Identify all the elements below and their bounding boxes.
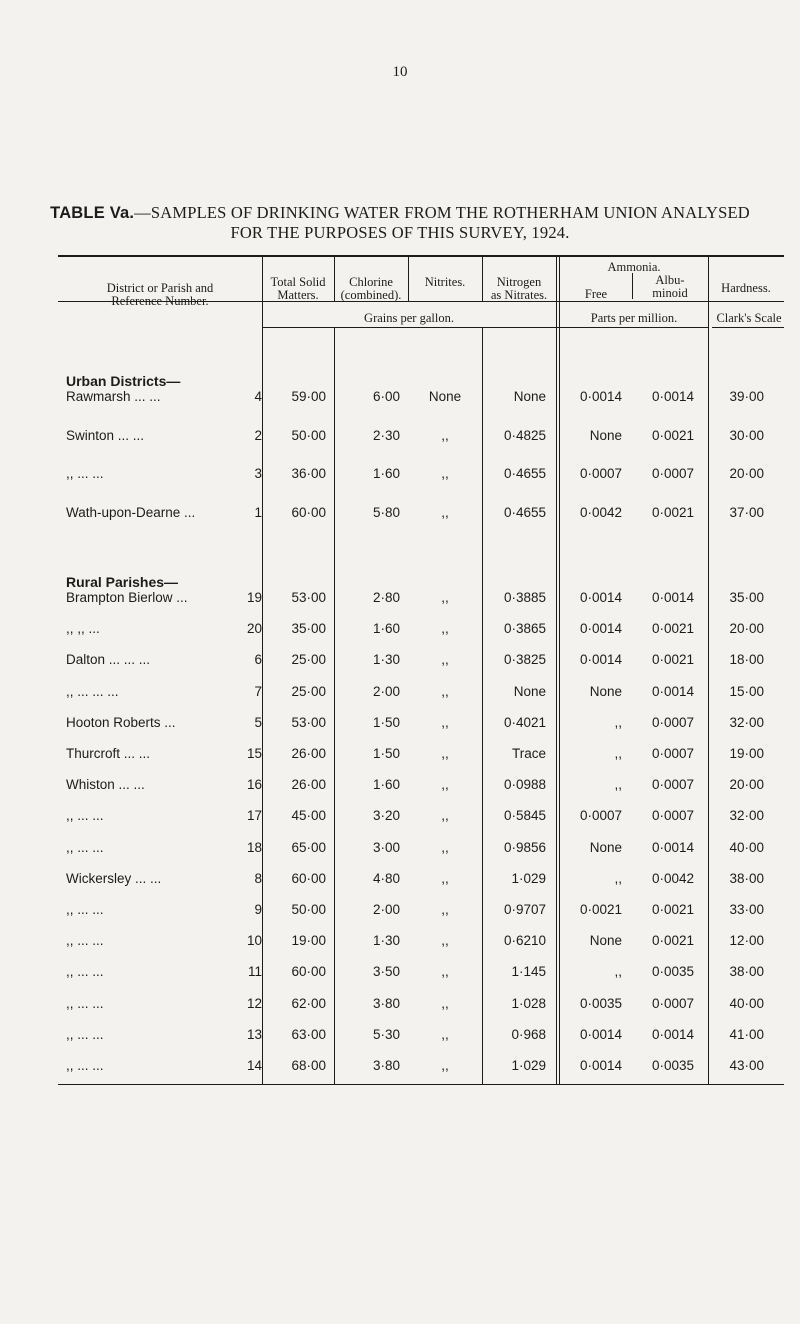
row-hardness: 12·00: [729, 933, 764, 948]
row-nitrogen: 0·5845: [503, 808, 546, 823]
row-chlorine: 1·60: [372, 777, 400, 792]
row-chlorine: 2·00: [372, 684, 400, 699]
row-chlorine: 5·80: [372, 505, 400, 520]
row-ref: 1: [254, 505, 262, 520]
table-row: [0, 808, 800, 828]
row-nitrogen: 0·0988: [503, 777, 546, 792]
row-free-ammonia: 0·0042: [579, 505, 622, 520]
row-chlorine: 1·50: [372, 746, 400, 761]
row-total-solid: 26·00: [291, 746, 326, 761]
row-name: ,, ... ...: [66, 964, 104, 979]
table-row: [0, 871, 800, 891]
row-ref: 17: [246, 808, 262, 823]
row-hardness: 41·00: [729, 1027, 764, 1042]
row-nitrogen: 1·029: [511, 1058, 546, 1073]
row-hardness: 18·00: [729, 652, 764, 667]
row-name: Wath-upon-Dearne ...: [66, 505, 196, 520]
row-free-ammonia: 0·0007: [579, 808, 622, 823]
row-name: ,, ... ...: [66, 933, 104, 948]
row-ref: 20: [246, 621, 262, 636]
row-chlorine: 1·30: [372, 652, 400, 667]
row-free-ammonia: None: [589, 840, 622, 855]
row-hardness: 19·00: [729, 746, 764, 761]
row-total-solid: 25·00: [291, 652, 326, 667]
row-name: Dalton ... ... ...: [66, 652, 151, 667]
row-nitrogen: Trace: [511, 746, 546, 761]
row-total-solid: 60·00: [291, 505, 326, 520]
row-name: Swinton ... ...: [66, 428, 145, 443]
row-ref: 12: [246, 996, 262, 1011]
row-free-ammonia: 0·0014: [579, 389, 622, 404]
table-row: [0, 746, 800, 766]
row-albuminoid-ammonia: 0·0021: [651, 652, 694, 667]
table-row: [0, 505, 800, 525]
row-hardness: 20·00: [729, 466, 764, 481]
row-nitrogen: 0·4655: [503, 466, 546, 481]
row-nitrogen: 1·145: [511, 964, 546, 979]
row-hardness: 38·00: [729, 964, 764, 979]
row-hardness: 35·00: [729, 590, 764, 605]
row-nitrites: ,,: [441, 1058, 449, 1073]
row-nitrites: ,,: [441, 466, 449, 481]
table-row: [0, 590, 800, 610]
row-albuminoid-ammonia: 0·0014: [651, 840, 694, 855]
row-hardness: 30·00: [729, 428, 764, 443]
row-albuminoid-ammonia: 0·0014: [651, 389, 694, 404]
row-ref: 19: [246, 590, 262, 605]
unit-parts: Parts per million.: [590, 311, 678, 325]
row-albuminoid-ammonia: 0·0021: [651, 428, 694, 443]
row-total-solid: 68·00: [291, 1058, 326, 1073]
row-nitrogen: 0·4655: [503, 505, 546, 520]
unit-grains: Grains per gallon.: [364, 311, 454, 325]
table-row: [0, 1058, 800, 1078]
row-nitrites: ,,: [441, 777, 449, 792]
table-row: [0, 964, 800, 984]
row-name: Rawmarsh ... ...: [66, 389, 161, 404]
top-rule: [58, 255, 784, 257]
row-total-solid: 36·00: [291, 466, 326, 481]
row-chlorine: 2·80: [372, 590, 400, 605]
row-nitrites: ,,: [441, 428, 449, 443]
table-row: [0, 777, 800, 797]
row-chlorine: 1·30: [372, 933, 400, 948]
table-title: [0, 203, 800, 242]
row-hardness: 39·00: [729, 389, 764, 404]
row-nitrites: ,,: [441, 621, 449, 636]
row-hardness: 40·00: [729, 840, 764, 855]
row-free-ammonia: ,,: [614, 871, 622, 886]
row-albuminoid-ammonia: 0·0021: [651, 902, 694, 917]
row-hardness: 32·00: [729, 715, 764, 730]
table-row: [0, 652, 800, 672]
row-ref: 13: [246, 1027, 262, 1042]
section-urban: Urban Districts—: [66, 373, 181, 389]
row-ref: 3: [254, 466, 262, 481]
header-district: District or Parish and Reference Number.: [106, 281, 214, 308]
row-nitrites: ,,: [441, 996, 449, 1011]
row-total-solid: 50·00: [291, 428, 326, 443]
row-free-ammonia: 0·0014: [579, 1027, 622, 1042]
row-hardness: 15·00: [729, 684, 764, 699]
row-ref: 6: [254, 652, 262, 667]
row-total-solid: 45·00: [291, 808, 326, 823]
row-albuminoid-ammonia: 0·0007: [651, 715, 694, 730]
row-nitrites: ,,: [441, 590, 449, 605]
section-rural: Rural Parishes—: [66, 574, 179, 590]
row-hardness: 38·00: [729, 871, 764, 886]
row-chlorine: 3·80: [372, 1058, 400, 1073]
row-free-ammonia: 0·0021: [579, 902, 622, 917]
table-row: [0, 933, 800, 953]
header-nitrites: Nitrites.: [424, 275, 466, 289]
row-chlorine: 1·50: [372, 715, 400, 730]
row-name: ,, ... ...: [66, 466, 104, 481]
row-free-ammonia: 0·0014: [579, 621, 622, 636]
row-albuminoid-ammonia: 0·0007: [651, 996, 694, 1011]
row-name: Hooton Roberts ...: [66, 715, 176, 730]
header-free: Free: [584, 287, 608, 301]
table-row: [0, 996, 800, 1016]
row-nitrites: ,,: [441, 652, 449, 667]
row-ref: 5: [254, 715, 262, 730]
header-nitrogen: Nitrogen as Nitrates.: [490, 275, 548, 302]
row-name: Thurcroft ... ...: [66, 746, 151, 761]
row-nitrogen: 0·9707: [503, 902, 546, 917]
row-chlorine: 1·60: [372, 466, 400, 481]
row-hardness: 43·00: [729, 1058, 764, 1073]
row-name: ,, ... ...: [66, 840, 104, 855]
row-total-solid: 59·00: [291, 389, 326, 404]
header-total-solid: Total Solid Matters.: [270, 275, 326, 302]
row-albuminoid-ammonia: 0·0007: [651, 466, 694, 481]
row-free-ammonia: None: [589, 933, 622, 948]
row-hardness: 40·00: [729, 996, 764, 1011]
row-ref: 2: [254, 428, 262, 443]
row-ref: 15: [246, 746, 262, 761]
row-ref: 9: [254, 902, 262, 917]
row-albuminoid-ammonia: 0·0007: [651, 777, 694, 792]
row-hardness: 33·00: [729, 902, 764, 917]
row-hardness: 20·00: [729, 621, 764, 636]
row-total-solid: 26·00: [291, 777, 326, 792]
table-row: [0, 428, 800, 448]
row-name: Whiston ... ...: [66, 777, 145, 792]
row-albuminoid-ammonia: 0·0021: [651, 933, 694, 948]
row-total-solid: 25·00: [291, 684, 326, 699]
title-line1: —SAMPLES OF DRINKING WATER FROM THE ROTHERHAM UNION ANALYSED: [134, 203, 750, 222]
row-free-ammonia: 0·0035: [579, 996, 622, 1011]
row-chlorine: 5·30: [372, 1027, 400, 1042]
unit-clark: Clark's Scale: [716, 311, 782, 325]
row-free-ammonia: 0·0014: [579, 652, 622, 667]
row-ref: 16: [246, 777, 262, 792]
row-free-ammonia: ,,: [614, 715, 622, 730]
row-chlorine: 1·60: [372, 621, 400, 636]
table-row: [0, 840, 800, 860]
row-name: ,, ... ... ...: [66, 684, 119, 699]
row-nitrogen: 0·9856: [503, 840, 546, 855]
row-free-ammonia: ,,: [614, 746, 622, 761]
row-hardness: 37·00: [729, 505, 764, 520]
row-name: ,, ... ...: [66, 996, 104, 1011]
row-ref: 8: [254, 871, 262, 886]
row-nitrites: ,,: [441, 715, 449, 730]
row-free-ammonia: 0·0014: [579, 590, 622, 605]
row-total-solid: 63·00: [291, 1027, 326, 1042]
row-chlorine: 4·80: [372, 871, 400, 886]
row-albuminoid-ammonia: 0·0021: [651, 505, 694, 520]
row-name: ,, ... ...: [66, 1027, 104, 1042]
row-nitrites: ,,: [441, 840, 449, 855]
row-nitrogen: None: [513, 684, 546, 699]
row-albuminoid-ammonia: 0·0014: [651, 590, 694, 605]
header-chlorine: Chlorine (combined).: [340, 275, 402, 302]
row-total-solid: 60·00: [291, 871, 326, 886]
row-hardness: 32·00: [729, 808, 764, 823]
row-nitrogen: 0·968: [511, 1027, 546, 1042]
row-ref: 7: [254, 684, 262, 699]
table-label: TABLE Va.: [50, 204, 135, 222]
row-albuminoid-ammonia: 0·0035: [651, 1058, 694, 1073]
header-hardness: Hardness.: [721, 281, 771, 295]
row-ref: 18: [246, 840, 262, 855]
title-line2: FOR THE PURPOSES OF THIS SURVEY, 1924.: [230, 223, 570, 242]
row-nitrites: ,,: [441, 746, 449, 761]
row-total-solid: 53·00: [291, 715, 326, 730]
row-name: ,, ... ...: [66, 808, 104, 823]
row-total-solid: 35·00: [291, 621, 326, 636]
row-nitrogen: 0·3865: [503, 621, 546, 636]
row-nitrites: ,,: [441, 1027, 449, 1042]
row-nitrogen: 0·3885: [503, 590, 546, 605]
page-number: 10: [392, 64, 408, 80]
row-chlorine: 3·00: [372, 840, 400, 855]
row-nitrites: ,,: [441, 933, 449, 948]
row-name: ,, ... ...: [66, 902, 104, 917]
row-nitrogen: None: [513, 389, 546, 404]
bottom-rule: [58, 1084, 784, 1085]
row-free-ammonia: None: [589, 684, 622, 699]
row-chlorine: 3·80: [372, 996, 400, 1011]
row-total-solid: 50·00: [291, 902, 326, 917]
row-nitrites: ,,: [441, 964, 449, 979]
row-total-solid: 19·00: [291, 933, 326, 948]
row-nitrogen: 0·4825: [503, 428, 546, 443]
row-free-ammonia: ,,: [614, 777, 622, 792]
row-hardness: 20·00: [729, 777, 764, 792]
row-chlorine: 2·00: [372, 902, 400, 917]
row-albuminoid-ammonia: 0·0014: [651, 684, 694, 699]
row-total-solid: 60·00: [291, 964, 326, 979]
row-chlorine: 2·30: [372, 428, 400, 443]
row-free-ammonia: ,,: [614, 964, 622, 979]
row-ref: 4: [254, 389, 262, 404]
row-nitrogen: 0·3825: [503, 652, 546, 667]
row-free-ammonia: None: [589, 428, 622, 443]
row-albuminoid-ammonia: 0·0042: [651, 871, 694, 886]
row-chlorine: 6·00: [372, 389, 400, 404]
row-chlorine: 3·50: [372, 964, 400, 979]
unit-rule: [262, 327, 708, 328]
row-nitrites: ,,: [441, 684, 449, 699]
table-row: [0, 715, 800, 735]
row-nitrites: ,,: [441, 871, 449, 886]
row-total-solid: 62·00: [291, 996, 326, 1011]
row-name: ,, ... ...: [66, 1058, 104, 1073]
row-name: Wickersley ... ...: [66, 871, 162, 886]
table-row: [0, 684, 800, 704]
table-row: [0, 466, 800, 486]
row-nitrites: ,,: [441, 808, 449, 823]
row-chlorine: 3·20: [372, 808, 400, 823]
row-total-solid: 53·00: [291, 590, 326, 605]
row-nitrogen: 1·028: [511, 996, 546, 1011]
row-ref: 14: [246, 1058, 262, 1073]
table-row: [0, 902, 800, 922]
row-nitrogen: 1·029: [511, 871, 546, 886]
row-nitrites: ,,: [441, 902, 449, 917]
row-name: Brampton Bierlow ...: [66, 590, 188, 605]
row-albuminoid-ammonia: 0·0007: [651, 808, 694, 823]
row-total-solid: 65·00: [291, 840, 326, 855]
table-row: [0, 1027, 800, 1047]
table-row: [0, 621, 800, 641]
row-nitrites: None: [428, 389, 462, 404]
row-ref: 11: [247, 964, 262, 979]
row-albuminoid-ammonia: 0·0021: [651, 621, 694, 636]
header-ammonia: Ammonia.: [607, 260, 661, 274]
row-name: ,, ,, ...: [66, 621, 100, 636]
row-nitrogen: 0·6210: [503, 933, 546, 948]
table-row: [0, 389, 800, 409]
row-ref: 10: [246, 933, 262, 948]
row-free-ammonia: 0·0014: [579, 1058, 622, 1073]
row-nitrites: ,,: [441, 505, 449, 520]
header-albuminoid: Albu- minoid: [652, 273, 688, 300]
row-albuminoid-ammonia: 0·0007: [651, 746, 694, 761]
row-albuminoid-ammonia: 0·0014: [651, 1027, 694, 1042]
row-albuminoid-ammonia: 0·0035: [651, 964, 694, 979]
row-nitrogen: 0·4021: [503, 715, 546, 730]
row-free-ammonia: 0·0007: [579, 466, 622, 481]
unit-rule-clark: [712, 327, 784, 328]
